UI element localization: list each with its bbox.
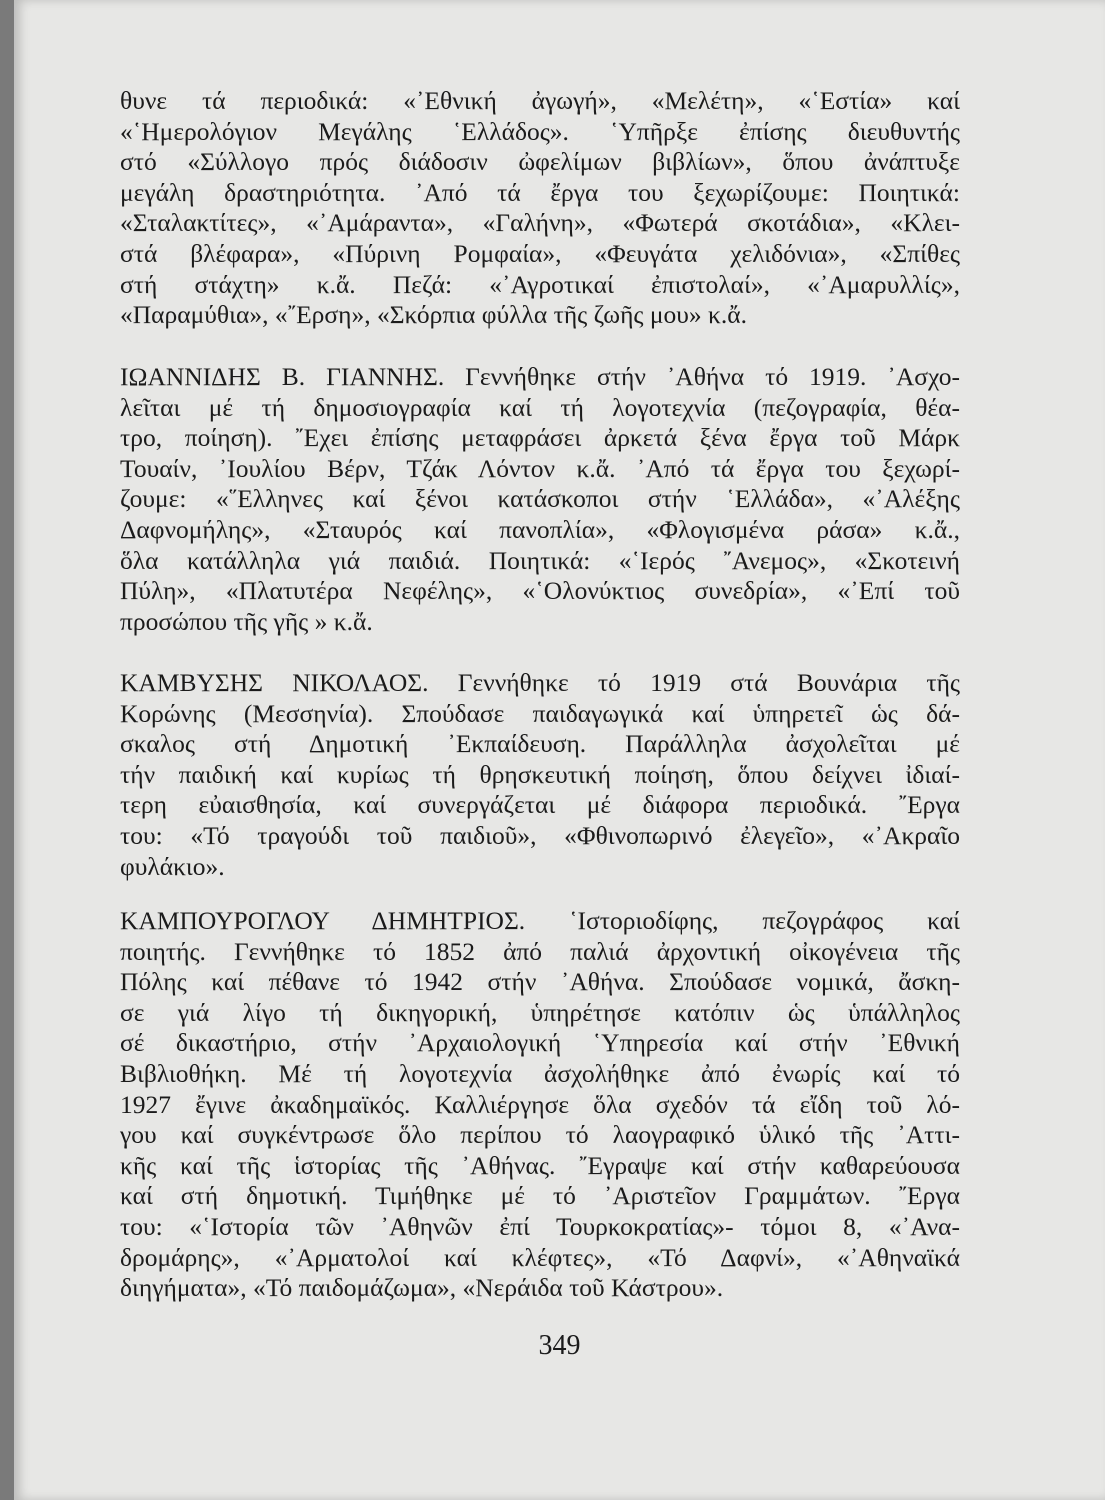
- text-line: λεῖται μέ τή δημοσιογραφία καί τή λογοτεχνία (πεζογραφία, θέα-: [120, 392, 960, 422]
- text-line: Πύλη», «Πλατυτέρα Νεφέλης», «῾Ολονύκτιος συνεδρία», «᾿Επί τοῦ: [120, 576, 960, 606]
- text-line: κῆς καί τῆς ἱστορίας τῆς ᾿Αθήνας. ῎Εγραψε καί στήν καθαρεύουσα: [120, 1150, 960, 1180]
- entry-kambouroglou: [120, 906, 960, 1304]
- text-line: Πόλης καί πέθανε τό 1942 στήν ᾿Αθήνα. Σπούδασε νομικά, ἄσκη-: [120, 967, 960, 997]
- text-line: του: «Τό τραγούδι τοῦ παιδιοῦ», «Φθινοπωρινό ἐλεγεῖο», «᾿Ακραῖο: [120, 820, 960, 850]
- text-line: τρο, ποίηση). ῎Εχει ἐπίσης μεταφράσει ἀρκετά ξένα ἔργα τοῦ Μάρκ: [120, 423, 960, 453]
- text-line: ποιητής. Γεννήθηκε τό 1852 ἀπό παλιά ἀρχοντική οἰκογένεια τῆς: [120, 936, 960, 966]
- text-line: Βιβλιοθήκη. Μέ τή λογοτεχνία ἀσχολήθηκε ἀπό ἐνωρίς καί τό: [120, 1058, 960, 1088]
- text-line: Δαφνομήλης», «Σταυρός καί πανοπλία», «Φλογισμένα ράσα» κ.ἄ.,: [120, 514, 960, 544]
- text-line: ΚΑΜΒΥΣΗΣ ΝΙΚΟΛΑΟΣ. Γεννήθηκε τό 1919 στά Βουνάρια τῆς: [120, 668, 960, 697]
- text-line: του: «῾Ιστορία τῶν ᾿Αθηνῶν ἐπί Τουρκοκρατίας»- τόμοι 8, «᾿Ανα-: [120, 1211, 960, 1241]
- text-line: σε γιά λίγο τή δικηγορική, ὑπηρέτησε κατόπιν ὡς ὑπάλληλος: [120, 997, 960, 1027]
- text-line: ΙΩΑΝΝΙΔΗΣ Β. ΓΙΑΝΝΗΣ. Γεννήθηκε στήν ᾿Αθήνα τό 1919. ᾿Ασχο-: [120, 362, 960, 391]
- text-line: 1927 ἔγινε ἀκαδημαϊκός. Καλλιέργησε ὅλα σχεδόν τά εἴδη τοῦ λό-: [120, 1089, 960, 1119]
- text-line: μεγάλη δραστηριότητα. ᾿Από τά ἔργα του ξεχωρίζουμε: Ποιητικά:: [120, 177, 960, 207]
- book-page: [14, 0, 1105, 1500]
- text-line: τήν παιδική καί κυρίως τή θρησκευτική ποίηση, ὅπου δείχνει ἰδιαί-: [120, 759, 960, 789]
- text-line: προσώπου τῆς γῆς » κ.ἄ.: [120, 606, 373, 636]
- text-line: Κορώνης (Μεσσηνία). Σπούδασε παιδαγωγικά καί ὑπηρετεῖ ὡς δά-: [120, 698, 960, 728]
- entry-ioannidis: [120, 362, 960, 637]
- text-line: καί στή δημοτική. Τιμήθηκε μέ τό ᾿Αριστεῖον Γραμμάτων. ῎Εργα: [120, 1181, 960, 1211]
- text-line: Τουαίν, ᾿Ιουλίου Βέρν, Τζάκ Λόντον κ.ἄ. ᾿Από τά ἔργα του ξεχωρί-: [120, 453, 960, 483]
- text-line: σέ δικαστήριο, στήν ᾿Αρχαιολογική ῾Υπηρεσία καί στήν ᾿Εθνική: [120, 1028, 960, 1058]
- text-line: στά βλέφαρα», «Πύρινη Ρομφαία», «Φευγάτα χελιδόνια», «Σπίθες: [120, 238, 960, 268]
- text-line: στό «Σύλλογο πρός διάδοσιν ὠφελίμων βιβλίων», ὅπου ἀνάπτυξε: [120, 147, 960, 177]
- text-line: ζουμε: «῞Ελληνες καί ξένοι κατάσκοποι στήν ῾Ελλάδα», «᾿Αλέξης: [120, 484, 960, 514]
- page-number: 349: [538, 1330, 581, 1361]
- text-line: στή στάχτη» κ.ἄ. Πεζά: «᾿Αγροτικαί ἐπιστολαί», «᾿Αμαρυλλίς»,: [120, 269, 960, 299]
- entry-continuation: [120, 86, 960, 331]
- text-line: «Σταλακτίτες», «᾿Αμάραντα», «Γαλήνη», «Φωτερά σκοτάδια», «Κλει-: [120, 208, 960, 238]
- text-line: ὅλα κατάλληλα γιά παιδιά. Ποιητικά: «῾Ιερός ῎Ανεμος», «Σκοτεινή: [120, 545, 960, 575]
- entry-kamvysis: [120, 668, 960, 882]
- text-line: «῾Ημερολόγιον Μεγάλης ῾Ελλάδος». ῾Υπῆρξε ἐπίσης διευθυντής: [120, 116, 960, 146]
- text-line: «Παραμύθια», «῎Ερση», «Σκόρπια φύλλα τῆς ζωῆς μου» κ.ἄ.: [120, 300, 748, 330]
- text-line: διηγήματα», «Τό παιδομάζωμα», «Νεράιδα τοῦ Κάστρου».: [120, 1273, 724, 1303]
- text-line: γου καί συγκέντρωσε ὅλο περίπου τό λαογραφικό ὑλικό τῆς ᾿Αττι-: [120, 1120, 960, 1150]
- text-line: δρομάρης», «᾿Αρματολοί καί κλέφτες», «Τό Δαφνί», «᾿Αθηναϊκά: [120, 1242, 960, 1272]
- text-line: θυνε τά περιοδικά: «᾿Εθνική ἀγωγή», «Μελέτη», «῾Εστία» καί: [120, 86, 960, 115]
- text-line: ΚΑΜΠΟΥΡΟΓΛΟΥ ΔΗΜΗΤΡΙΟΣ. ῾Ιστοριοδίφης, πεζογράφος καί: [120, 906, 960, 935]
- text-line: τερη εὐαισθησία, καί συνεργάζεται μέ διάφορα περιοδικά. ῎Εργα: [120, 790, 960, 820]
- text-line: σκαλος στή Δημοτική ᾿Εκπαίδευση. Παράλληλα ἀσχολεῖται μέ: [120, 729, 960, 759]
- text-line: φυλάκιο».: [120, 851, 225, 881]
